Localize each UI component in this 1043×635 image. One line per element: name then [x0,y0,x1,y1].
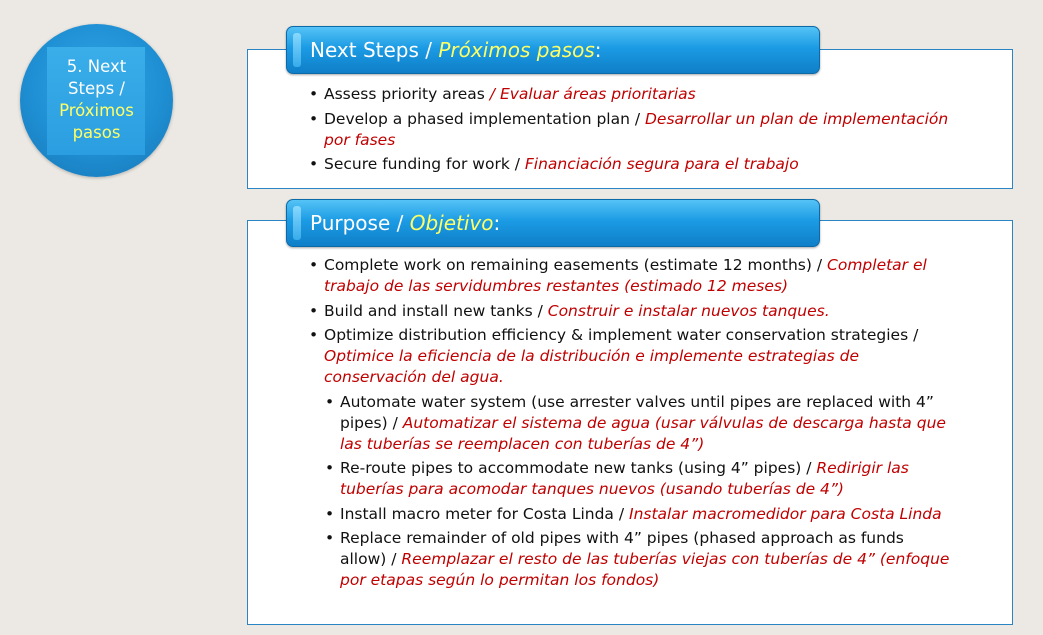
item-text-es: Optimice la eficiencia de la distribución e implemente estrategias de conservación del agua. [324,347,860,386]
circle-line-2: Steps / [68,79,125,98]
item-text-en: Secure funding for work / [324,155,525,173]
purpose-list [309,255,954,595]
item-text-es: Instalar macromedidor para Costa Linda [629,504,942,523]
circle-title [20,56,173,144]
item-text-es: / Evaluar áreas prioritarias [489,85,696,103]
next-steps-title-colon: : [594,38,602,62]
item-text-en: Assess priority areas [324,85,490,103]
item-text-es: Automatizar el sistema de agua (usar válvulas de descarga hasta que las tuberías se reemplacen con tuberías de 4”) [340,413,946,453]
item-text-es: Completar el trabajo de las servidumbres restantes (estimado 12 meses) [324,256,927,295]
item-text-es: Redirigir las tuberías para acomodar tanques nuevos (usando tuberías de 4”) [340,459,909,498]
item-text-en: Build and install new tanks / [324,301,548,320]
purpose-header [286,199,820,247]
circle-line-3: Próximos [59,101,134,120]
item-text-en: Develop a phased implementation plan / [324,109,645,128]
item-text-es: Construir e instalar nuevos tanques. [547,301,830,320]
list-item [309,255,954,297]
item-text-es: Reemplazar el resto de las tuberías viejas con tuberías de 4” (enfoque por etapas según lo permitan los fondos) [340,550,950,589]
list-item [309,325,954,388]
item-text-es: Desarrollar un plan de implementación por fases [324,109,949,149]
circle-line-1: 5. Next [66,57,127,76]
item-text-en: Re-route pipes to accommodate new tanks (using 4” pipes) / [340,459,817,477]
next-steps-title-es: Próximos pasos [438,38,595,62]
purpose-title-es: Objetivo [409,211,494,235]
sub-list-item [325,392,954,455]
sub-list-item [325,528,954,591]
item-text-en: Automate water system (use arrester valves until pipes are replaced with 4” pipes) / [340,392,934,432]
list-item [309,84,954,105]
sub-list-item [325,458,954,500]
next-steps-title-en: Next Steps / [310,38,439,62]
list-item [309,154,954,175]
circle-line-4: pasos [72,123,121,142]
item-text-en: Complete work on remaining easements (estimate 12 months) / [324,256,828,274]
item-text-en: Replace remainder of old pipes with 4” pipes (phased approach as funds allow) / [340,529,904,568]
item-text-en: Optimize distribution efficiency & implement water conservation strategies / [324,326,919,344]
item-text-es: Financiación segura para el trabajo [524,155,799,173]
purpose-title-colon: : [493,211,501,235]
sub-list-item [325,504,954,525]
item-text-en: Install macro meter for Costa Linda / [340,504,629,523]
list-item [309,301,954,322]
section-number-circle [20,24,173,177]
next-steps-header [286,26,820,74]
purpose-title-en: Purpose / [310,211,410,235]
next-steps-list [309,84,954,179]
list-item [309,109,954,151]
